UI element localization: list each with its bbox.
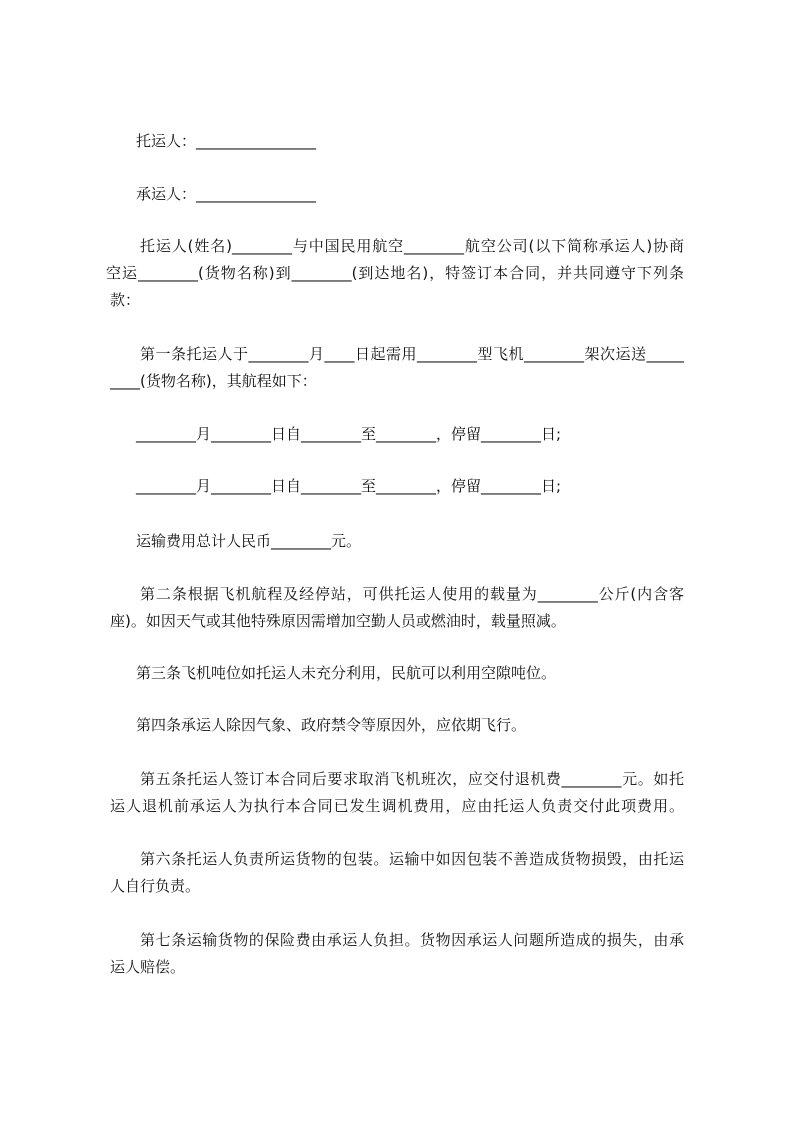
article-5-line: 运人退机前承运人为执行本合同已发生调机费用，应由托运人负责交付此项费用。: [110, 797, 684, 815]
shipper-field: 托运人：________________: [136, 132, 317, 150]
preamble-line: 托运人(姓名)________与中国民用航空________航空公司(以下简称承运人)协商: [140, 237, 684, 255]
article-7-line: 运人赔偿。: [110, 958, 186, 976]
article-1-line: ____(货物名称)，其航程如下：: [110, 372, 317, 390]
article-1-line: 第一条托运人于________月____日起需用________型飞机________架次运送_____: [140, 345, 684, 363]
route-line-1: ________月________日自________至________，停留________日;: [136, 425, 562, 443]
article-4: 第四条承运人除因气象、政府禁令等原因外，应依期飞行。: [136, 716, 527, 734]
article-2-line: 座)。如因天气或其他特殊原因需增加空勤人员或燃油时，载量照减。: [110, 612, 566, 630]
article-6-line: 人自行负责。: [110, 877, 201, 895]
preamble-line: 空运________(货物名称)到________(到达地名)，特签订本合同，并共同遵守下列条: [106, 264, 684, 282]
article-6-line: 第六条托运人负责所运货物的包装。运输中如因包装不善造成货物损毁，由托运: [140, 850, 684, 868]
article-7-line: 第七条运输货物的保险费由承运人负担。货物因承运人问题所造成的损失，由承: [140, 931, 684, 949]
article-5-line: 第五条托运人签订本合同后要求取消飞机班次，应交付退机费________元。如托: [140, 770, 684, 788]
freight-cost-line: 运输费用总计人民币________元。: [136, 532, 362, 550]
route-line-2: ________月________日自________至________，停留________日;: [136, 477, 562, 495]
article-2-line: 第二条根据飞机航程及经停站，可供托运人使用的载量为________公斤(内含客: [140, 585, 684, 603]
carrier-field: 承运人：________________: [136, 185, 317, 203]
article-3: 第三条飞机吨位如托运人未充分利用，民航可以利用空隙吨位。: [136, 664, 557, 682]
preamble-line: 款：: [110, 291, 141, 309]
